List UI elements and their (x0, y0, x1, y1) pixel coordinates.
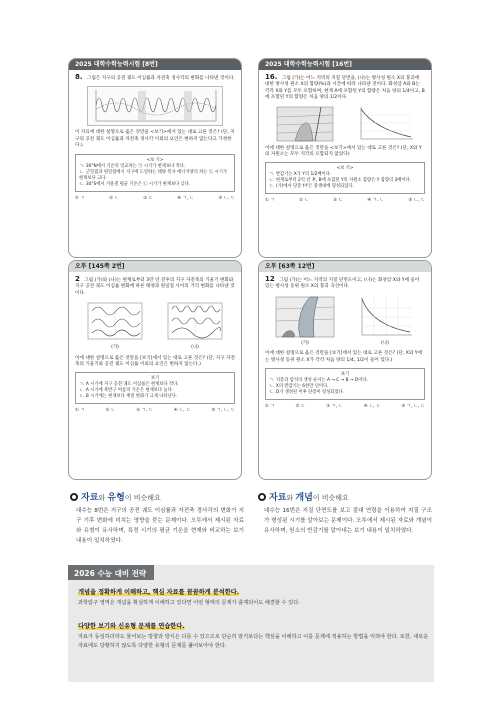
analysis-text-right: 대수능 16번은 지질 단면도를 보고 절대 연령을 이용하여 지질 구조가 형성된 시기를 알아보는 문제이다. 오투에서 제시된 자료와 개념이 유사하며, 원소의 반감기를 알아내는 보기 내용이 일치하였다. (264, 508, 432, 534)
strategy-heading-2: 다양한 보기와 신유형 문제를 연습한다. (78, 623, 185, 630)
choice: ⑤ ㄱ, ㄴ, ㄷ (401, 403, 425, 409)
question-number: 16. (265, 73, 278, 81)
panel-header: 2025 대학수학능력시험 [16번] (259, 59, 431, 70)
analysis-text-left: 대수능 8번은 지구의 공전 궤도 이심률과 자전축 경사각의 변화가 지구 기후 변화에 미치는 영향을 묻는 문제이다. 오투에서 제시된 자료와 유형이 유사하며, 특정 시기의 평균 기온을 현재와 비교하는 보기 내용이 일치하였다. (76, 508, 244, 544)
choice: ① ㄱ (265, 198, 275, 204)
orbit-wave-chart (88, 87, 222, 125)
box-item: ㄷ. B 시기에는 현재보다 계절 변화가 크게 나타난다. (79, 394, 178, 400)
options-box (265, 368, 425, 400)
figure-label: (나) (381, 340, 389, 346)
choice: ① ㄱ (75, 408, 85, 414)
exam-panel-left (68, 58, 242, 258)
figure-label: (가) (111, 345, 119, 351)
strategy-box (68, 565, 434, 682)
box-label: 보기 (150, 376, 160, 382)
question-text: 그림 (가)와 (나)는 현재로부터 3만 년 전후의 지구 자전축의 기울기 변화와 지구 공전 궤도 이심률 변화에 따른 태양과 원일점 사이의 거리 변화를 나타낸 것이다. (75, 278, 235, 296)
panel-header: 2025 대학수학능력시험 [8번] (69, 59, 241, 70)
panel-header: 오투 [63쪽 12번] (259, 261, 431, 272)
question-body: 이에 대한 설명으로 옳은 것만을 [보기]에서 있는 대로 고른 것은? (단, 지구 자전축의 기울기와 공전 궤도 이심률 이외의 요인은 변하지 않는다.) (75, 355, 235, 367)
exam-panel-right (258, 58, 432, 258)
figure-b (164, 301, 226, 351)
box-item: ㄴ. X의 반감기는 6천만 년이다. (269, 383, 329, 389)
box-label: <보 기> (146, 157, 164, 163)
answer-choices (265, 198, 425, 204)
options-box (265, 162, 425, 194)
circle-bullet-icon (258, 493, 266, 501)
choice: ① ㄱ (265, 403, 275, 409)
geologic-section-figure (274, 295, 336, 341)
figure-a (84, 301, 146, 351)
question-number: 8. (75, 73, 83, 81)
question-body: 이 자료에 대한 설명으로 옳은 것만을 <보기>에서 있는 대로 고른 것은? (단, 지구의 공전 궤도 이심률과 자전축 경사각 이외의 요인은 변하지 않는다고 가정한다.) (75, 130, 235, 149)
geologic-section-figure (275, 105, 335, 143)
question-text: 그림 (가)는 어느 지역의 지질 단면을, (나)는 방사성 원소 X의 붕괴에 대한 방사성 원소 X의 함량(%)과 시간에 따라 나타낸 것이다. 화성암 A와 B는 각각 X와 Y를 모두 포함하며, 현재 A에 포함된 Y의 함량은 처음 양의 1/4이고, B에 포함된 Y의 함량은 처음 양의 1/2이다. (265, 76, 425, 101)
figure-pair (265, 295, 425, 347)
choice: ② ㄴ (109, 195, 119, 201)
question-number: 2 (75, 275, 80, 283)
choice: ① ㄱ (75, 195, 85, 201)
textbook-panel-right (258, 260, 432, 480)
eccentricity-chart (164, 301, 226, 345)
choice: ⑤ ㄴ, ㄷ (408, 198, 425, 204)
decay-curve-figure (354, 295, 416, 341)
figure-b (354, 295, 416, 347)
options-box (75, 154, 235, 192)
choice: ④ ㄱ, ㄴ (367, 198, 384, 204)
options-box (75, 372, 235, 404)
question-text: 그림은 지구의 공전 궤도 이심률과 자전축 경사각의 변화를 나타낸 것이다. (87, 76, 235, 81)
answer-choices (265, 404, 425, 410)
choice: ④ ㄱ, ㄴ (177, 195, 194, 201)
panel-header: 오투 [145쪽 2번] (69, 261, 241, 272)
choice: ③ ㄱ, ㄷ (136, 408, 153, 414)
box-item: ㄱ. 지층과 암석의 생성 순서는 A → C → B → D이다. (269, 377, 368, 383)
strategy-heading-1: 개념을 정확하게 이해하고, 핵심 자료를 꼼꼼하게 분석한다. (78, 589, 240, 596)
choice: ⑤ ㄴ, ㄷ (218, 195, 235, 201)
figure-label: (가) (301, 340, 309, 346)
analysis-title-left: 자료와 유형이 비슷해요 (70, 490, 161, 503)
choice: ③ ㄱ, ㄴ (326, 403, 343, 409)
analysis-title-right: 자료와 개념이 비슷해요 (258, 490, 349, 503)
answer-choices (75, 408, 235, 414)
choice: ④ ㄴ, ㄷ (173, 408, 191, 414)
box-item: ㄷ. (가)에서 단층 f-f'은 중생대에 형성되었다. (269, 184, 354, 190)
figure-a (274, 295, 336, 347)
question-body: 이에 대한 설명으로 옳은 것만을 [보기]에서 있는 대로 고른 것은? (단, X와 Y에는 방사성 동위 원소 X가 각각 처음 양의 1/4, 1/2이 들어 있다.) (265, 351, 423, 363)
box-item: ㄴ. 근일점과 원일점에서 지구에 도달하는 태양 복사 에너지양의 차는 ㉡ 시기가 현재보다 크다. (79, 169, 227, 181)
strategy-tag: 2026 수능 대비 전략 (68, 565, 154, 580)
strategy-text-1: 과학탐구 영역은 개념을 확실하게 이해하고 있다면 어떤 형태의 문제가 출제되어도 해결할 수 있다. (78, 600, 300, 606)
box-item: ㄴ. A 시기에 북반구 여름의 기온은 현재보다 높다. (79, 388, 174, 394)
strategy-text-2: 자료가 동일하더라도 물어보는 방향과 방식은 다를 수 있으므로 단순히 암기보다는 핵심을 이해하고 이를 문제에 적용하는 방법을 익혀야 한다. 또한, 새로운 자료에도 당황하지 않도록 다양한 유형의 문제를 풀어보아야 한다. (78, 634, 429, 649)
box-item: ㄱ. 30°N에서 기온의 연교차는 ㉠ 시기가 현재보다 작다. (79, 163, 186, 169)
question-number: 12 (265, 275, 275, 283)
box-item: ㄱ. 반감기는 X가 Y의 1/2배이다. (269, 172, 332, 178)
choice: ② ㄴ (299, 198, 309, 204)
choice: ② ㄷ (295, 403, 306, 409)
question-body: 이에 대한 설명으로 옳은 것만을 <보기>에서 있는 대로 고른 것은? (단, X와 Y의 자원소는 모두 지각의 포함되지 않았다) (265, 145, 422, 158)
axial-tilt-chart (84, 301, 146, 345)
figure-pair (75, 301, 235, 351)
figure-label: (나) (191, 345, 199, 351)
decay-curve-figure (355, 105, 415, 143)
textbook-panel-left (68, 260, 242, 480)
box-item: ㄷ. D가 생성된 이후 단층이 형성되었다. (269, 389, 345, 395)
choice: ② ㄴ (105, 408, 116, 414)
choice: ④ ㄴ, ㄷ (363, 403, 381, 409)
box-label: <보 기> (336, 166, 354, 172)
orbit-chart-figure (87, 86, 223, 126)
choice: ③ ㄷ (333, 198, 343, 204)
box-item: ㄱ. A 시기에 지구 공전 궤도 이심률은 현재보다 작다. (79, 382, 179, 388)
box-item: ㄷ. 30°S에서 겨울철 평균 기온은 ㉡ 시기가 현재보다 낮다. (79, 181, 191, 187)
figure-pair (265, 105, 425, 143)
question-text: 그림 (가)는 어느 지역의 지질 단면도이고, (나)는 화성암 X와 Y에 들어 있는 방사성 동위 원소 X의 붕괴 곡선이다. (265, 278, 420, 290)
circle-bullet-icon (70, 493, 78, 501)
answer-choices (75, 196, 235, 202)
box-label: 보기 (340, 371, 350, 377)
choice: ③ ㄷ (143, 195, 153, 201)
choice: ⑤ ㄱ, ㄴ, ㄷ (211, 408, 235, 414)
box-item: ㄴ. 현재로부터 2억 년 후, B에 포함된 Y의 자원소 함량은 Y 함량의 3배이다. (269, 178, 412, 184)
